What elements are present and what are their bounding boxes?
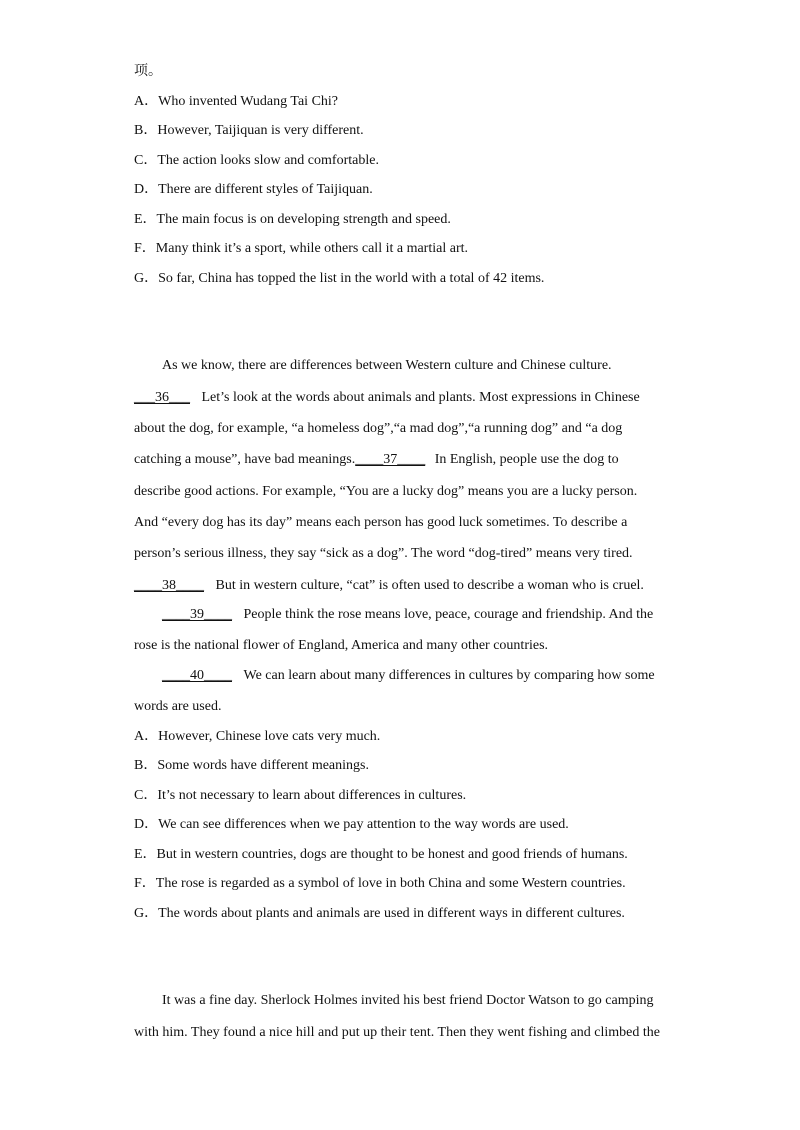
option-f: F．Many think it’s a sport, while others call it a martial art. (134, 241, 468, 256)
passage-text: People think the rose means love, peace, courage and friendship. And the (243, 607, 654, 622)
option-c: C．The action looks slow and comfortable. (134, 153, 379, 168)
option-e: E．The main focus is on developing strength and speed. (134, 212, 451, 227)
passage-text: We can learn about many differences in cultures by comparing how some (243, 668, 655, 683)
passage-line (134, 389, 640, 407)
passage-text: But in western culture, “cat” is often used to describe a woman who is cruel. (215, 578, 644, 593)
passage-text: In English, people use the dog to (434, 452, 619, 467)
option-g: G．The words about plants and animals are used in different ways in different cultures. (134, 906, 625, 921)
passage-line: And “every dog has its day” means each person has good luck sometimes. To describe a (134, 515, 628, 530)
passage-line: describe good actions. For example, “You are a lucky dog” means you are a lucky person. (134, 484, 638, 499)
option-a: A．However, Chinese love cats very much. (134, 729, 381, 744)
option-f: F．The rose is regarded as a symbol of love in both China and some Western countries. (134, 876, 626, 891)
passage-line: about the dog, for example, “a homeless dog”,“a mad dog”,“a running dog” and “a dog (134, 421, 623, 436)
passage-line: It was a fine day. Sherlock Holmes invited his best friend Doctor Watson to go camping (162, 993, 654, 1008)
passage-text: Let’s look at the words about animals and plants. Most expressions in Chinese (201, 390, 640, 405)
blank-37: ____37____ (355, 452, 426, 467)
passage-line: rose is the national flower of England, America and many other countries. (134, 638, 549, 653)
blank-40: ____40____ (162, 668, 232, 683)
passage-line (134, 451, 619, 469)
passage-line (162, 667, 655, 685)
option-g: G．So far, China has topped the list in the world with a total of 42 items. (134, 271, 545, 286)
option-b: B．However, Taijiquan is very different. (134, 123, 364, 138)
passage-line: words are used. (134, 699, 222, 714)
passage-line (134, 577, 644, 595)
instruction-continuation: 项。 (134, 64, 162, 79)
passage-line: with him. They found a nice hill and put up their tent. Then they went fishing and climbed the (134, 1025, 660, 1040)
option-c: C．It’s not necessary to learn about differences in cultures. (134, 788, 467, 803)
blank-39: ____39____ (162, 607, 232, 622)
option-b: B．Some words have different meanings. (134, 758, 369, 773)
option-a: A．Who invented Wudang Tai Chi? (134, 94, 339, 109)
option-e: E．But in western countries, dogs are thought to be honest and good friends of humans. (134, 847, 628, 862)
blank-38: ____38____ (134, 578, 204, 593)
option-d: D．We can see differences when we pay attention to the way words are used. (134, 817, 569, 832)
passage-line: As we know, there are differences between Western culture and Chinese culture. (162, 358, 612, 373)
option-d: D．There are different styles of Taijiquan. (134, 182, 373, 197)
passage-line: person’s serious illness, they say “sick as a dog”. The word “dog-tired” means very tired. (134, 546, 633, 561)
passage-text: catching a mouse”, have bad meanings. (134, 452, 356, 467)
passage-line (162, 606, 653, 624)
blank-36: ___36___ (134, 390, 190, 405)
